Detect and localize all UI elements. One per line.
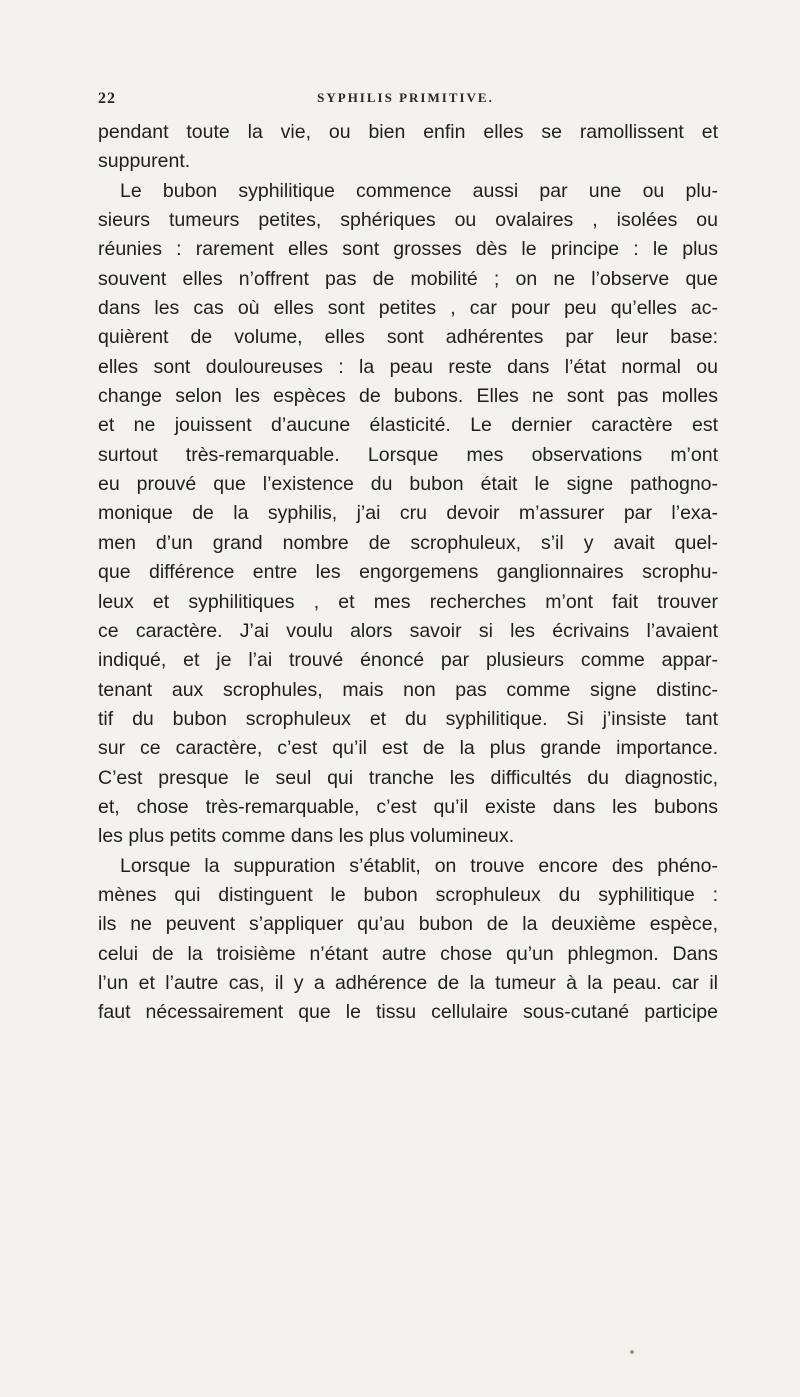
text-line: et, chose très-remarquable, c’est qu’il existe dans les bubons	[98, 795, 718, 818]
text-line: Lorsque la suppuration s’établit, on trouve encore des phéno-	[120, 854, 718, 877]
text-line: men d’un grand nombre de scrophuleux, s’il y avait quel-	[98, 531, 718, 554]
text-line: sur ce caractère, c’est qu’il est de la plus grande importance.	[98, 737, 718, 760]
body-text	[98, 118, 718, 1028]
text-line: surtout très-remarquable. Lorsque mes observations m’ont	[98, 443, 718, 466]
text-line: les plus petits comme dans les plus volumineux.	[98, 825, 515, 848]
text-line: ils ne peuvent s’appliquer qu’au bubon de la deuxième espèce,	[98, 913, 718, 936]
text-line: Le bubon syphilitique commence aussi par une ou plu-	[120, 179, 718, 202]
text-line: C’est presque le seul qui tranche les difficultés du diagnostic,	[98, 766, 718, 789]
text-line: mènes qui distinguent le bubon scrophuleux du syphilitique :	[98, 883, 718, 906]
text-line: indiqué, et je l’ai trouvé énoncé par plusieurs comme appar-	[98, 649, 718, 672]
text-line: faut nécessairement que le tissu cellulaire sous-cutané participe	[98, 1001, 718, 1024]
text-line: que différence entre les engorgemens ganglionnaires scrophu-	[98, 561, 718, 584]
text-line: quièrent de volume, elles sont adhérentes par leur base:	[98, 326, 718, 349]
text-line: eu prouvé que l’existence du bubon était le signe pathogno-	[98, 473, 718, 496]
text-line: souvent elles n’offrent pas de mobilité ; on ne l’observe que	[98, 267, 718, 290]
text-line: tenant aux scrophules, mais non pas comme signe distinc-	[98, 678, 718, 701]
text-line: l’un et l’autre cas, il y a adhérence de la tumeur à la peau. car il	[98, 971, 718, 994]
text-line: sieurs tumeurs petites, sphériques ou ovalaires , isolées ou	[98, 209, 718, 232]
ink-speck	[630, 1350, 634, 1354]
text-line: change selon les espèces de bubons. Elles ne sont pas molles	[98, 385, 718, 408]
text-line: monique de la syphilis, j’ai cru devoir m’assurer par l’exa-	[98, 502, 718, 525]
running-title: SYPHILIS PRIMITIVE.	[317, 90, 494, 105]
page-number: 22	[98, 90, 116, 107]
text-line: et ne jouissent d’aucune élasticité. Le dernier caractère est	[98, 414, 718, 437]
text-line: leux et syphilitiques , et mes recherches m’ont fait trouver	[98, 590, 718, 613]
text-line: elles sont douloureuses : la peau reste dans l’état normal ou	[98, 355, 718, 378]
text-line: ce caractère. J’ai voulu alors savoir si les écrivains l’avaient	[98, 619, 718, 642]
text-line: suppurent.	[98, 150, 191, 173]
text-line: réunies : rarement elles sont grosses dès le principe : le plus	[98, 238, 718, 261]
text-line: tif du bubon scrophuleux et du syphilitique. Si j’insiste tant	[98, 707, 718, 730]
text-line: pendant toute la vie, ou bien enfin elles se ramollissent et	[98, 121, 718, 143]
text-line: celui de la troisième n’étant autre chose qu’un phlegmon. Dans	[98, 942, 718, 965]
text-line: dans les cas où elles sont petites , car pour peu qu’elles ac-	[98, 297, 718, 320]
running-header	[98, 90, 713, 112]
